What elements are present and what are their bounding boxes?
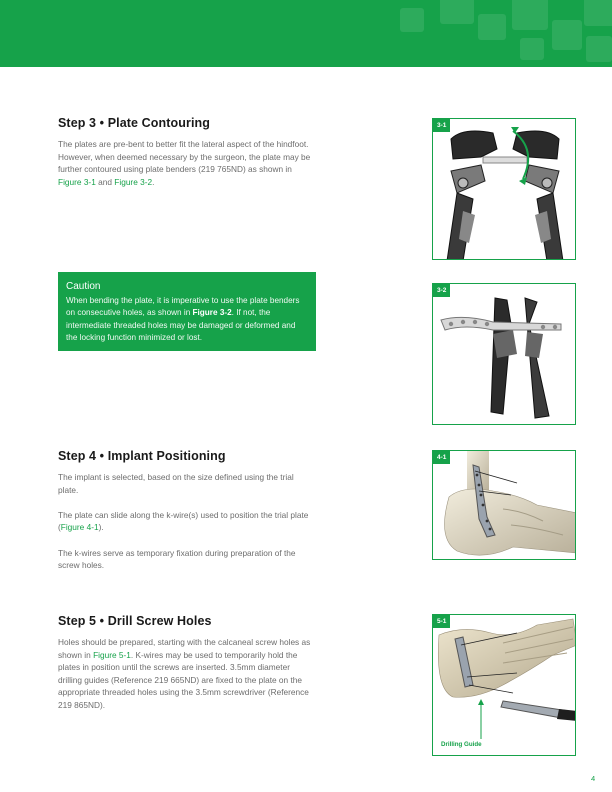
figure-4-1: [432, 450, 576, 560]
figure-3-1: [432, 118, 576, 260]
step4-title: Step 4 • Implant Positioning: [58, 449, 226, 463]
plate-bending-illustration-icon: [433, 284, 576, 425]
step3-text: The plates are pre-bent to better fit the lateral aspect of the hindfoot. However, when deemed necessary by the surgeon, the plate may be further contoured using plate benders (219 765ND) as shown in Figure 3-1 and Figure 3-2.: [58, 139, 311, 187]
figure-5-1-label: 5-1: [433, 615, 450, 628]
figure-3-2-label: 3-2: [433, 284, 450, 297]
step3-title: Step 3 • Plate Contouring: [58, 116, 211, 130]
drilling-guide-callout: Drilling Guide: [441, 741, 482, 748]
caution-text: When bending the plate, it is imperative to use the plate benders on consecutive holes, as shown in Figure 3-2. If not, the intermediate threaded holes may be damaged or deformed and the locking function minimized or lost.: [66, 296, 300, 343]
figure-5-1-link[interactable]: Figure 5-1: [93, 649, 131, 660]
figure-4-1-link[interactable]: Figure 4-1: [60, 522, 99, 533]
caution-title: Caution: [66, 281, 101, 292]
figure-5-1: [432, 614, 576, 756]
figure-3-1-label: 3-1: [433, 119, 450, 132]
foot-plate-kwire-illustration-icon: [433, 451, 576, 560]
page-number: 4: [591, 774, 596, 783]
figure-4-1-label: 4-1: [433, 451, 450, 464]
step5-title: Step 5 • Drill Screw Holes: [58, 614, 212, 628]
caution-box: [58, 272, 316, 351]
figure-3-2-link[interactable]: Figure 3-2: [114, 176, 153, 187]
figure-3-1-link[interactable]: Figure 3-1: [58, 176, 96, 187]
header-banner: [0, 0, 612, 67]
step5-text: Holes should be prepared, starting with the calcaneal screw holes as shown in Figure 5-1. K-wires may be used to temporarily hold the plates in position until the screws are inserted. 3.5mm diameter drilling guides (Reference 219 665ND) are fixed to the plate on the appropriate threaded holes using the 3.5mm screwdriver (Reference 219 865ND).: [58, 637, 311, 710]
plate-bender-illustration-icon: [433, 119, 576, 260]
figure-3-2: [432, 283, 576, 425]
foot-drilling-illustration-icon: [433, 615, 576, 756]
step4-text: The implant is selected, based on the size defined using the trial plate. The plate can slide along the k-wire(s) used to position the trial plate (Figure 4-1). The k-wires serve as temporary fixation during preparation of the screw holes.: [58, 472, 309, 571]
caution-figure-link[interactable]: Figure 3-2: [192, 308, 232, 318]
